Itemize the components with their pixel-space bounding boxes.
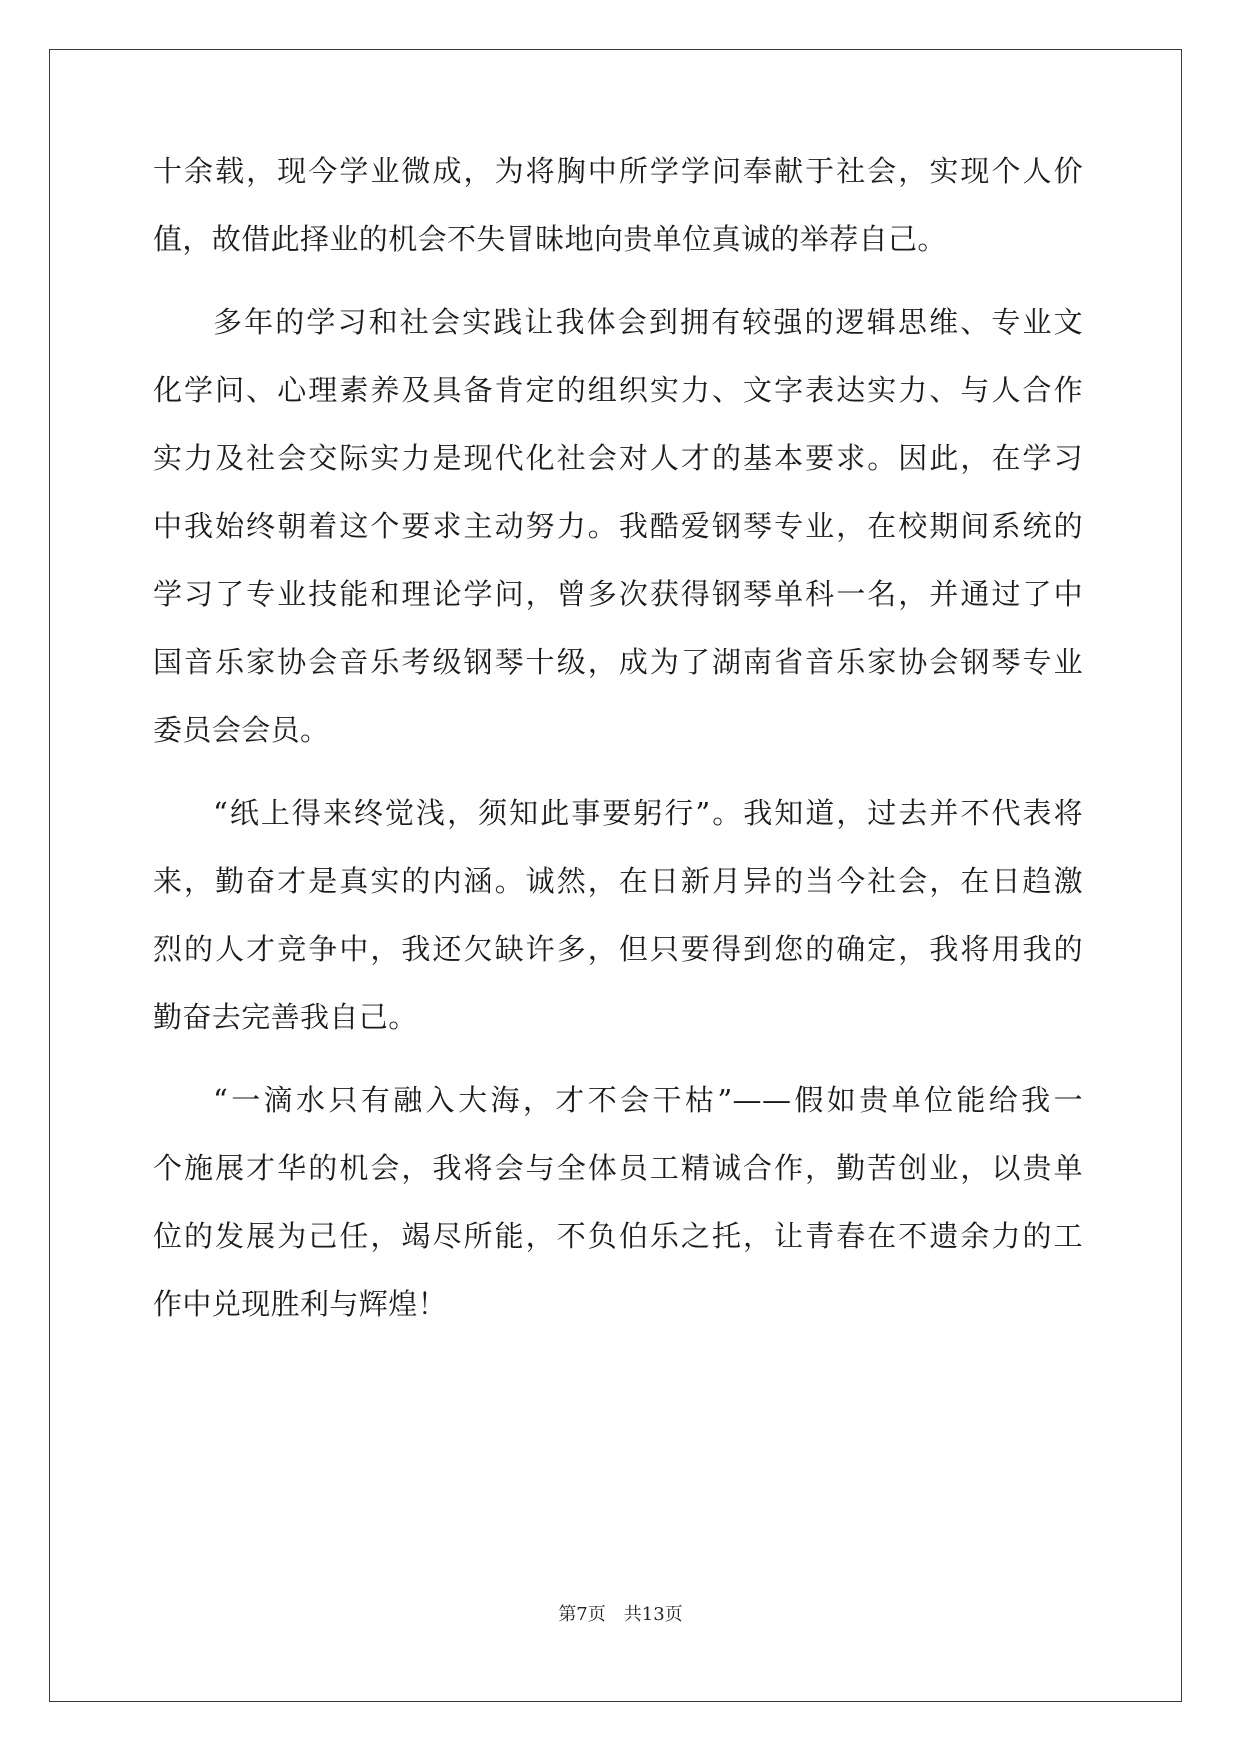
text-line: 勤奋去完善我自己。 bbox=[153, 1000, 418, 1034]
text-line: 委员会会员。 bbox=[153, 713, 330, 747]
text-line: 化学问、心理素养及具备肯定的组织实力、文字表达实力、与人合作 bbox=[153, 373, 1083, 407]
text-line: 多年的学习和社会实践让我体会到拥有较强的逻辑思维、专业文 bbox=[213, 305, 1083, 339]
text-line: 国音乐家协会音乐考级钢琴十级，成为了湖南省音乐家协会钢琴专业 bbox=[153, 645, 1083, 679]
text-line: 中我始终朝着这个要求主动努力。我酷爱钢琴专业，在校期间系统的 bbox=[153, 509, 1083, 543]
text-line: 作中兑现胜利与辉煌！ bbox=[153, 1287, 448, 1321]
text-line: 来，勤奋才是真实的内涵。诚然，在日新月异的当今社会，在日趋激 bbox=[153, 864, 1083, 898]
text-line: “纸上得来终觉浅，须知此事要躬行”。我知道，过去并不代表将 bbox=[213, 796, 1083, 830]
text-line: 位的发展为己任，竭尽所能，不负伯乐之托，让青春在不遗余力的工 bbox=[153, 1219, 1083, 1253]
text-line: 值，故借此择业的机会不失冒昧地向贵单位真诚的举荐自己。 bbox=[153, 222, 947, 256]
text-line: 烈的人才竞争中，我还欠缺许多，但只要得到您的确定，我将用我的 bbox=[153, 932, 1083, 966]
page-number: 第7页 共13页 bbox=[558, 1604, 683, 1625]
text-line: 实力及社会交际实力是现代化社会对人才的基本要求。因此，在学习 bbox=[153, 441, 1083, 475]
text-line: “一滴水只有融入大海，才不会干枯”——假如贵单位能给我一 bbox=[213, 1083, 1083, 1117]
text-line: 十余载，现今学业微成，为将胸中所学学问奉献于社会，实现个人价 bbox=[153, 154, 1083, 188]
text-line: 学习了专业技能和理论学问，曾多次获得钢琴单科一名，并通过了中 bbox=[153, 577, 1083, 611]
text-line: 个施展才华的机会，我将会与全体员工精诚合作，勤苦创业，以贵单 bbox=[153, 1151, 1083, 1185]
